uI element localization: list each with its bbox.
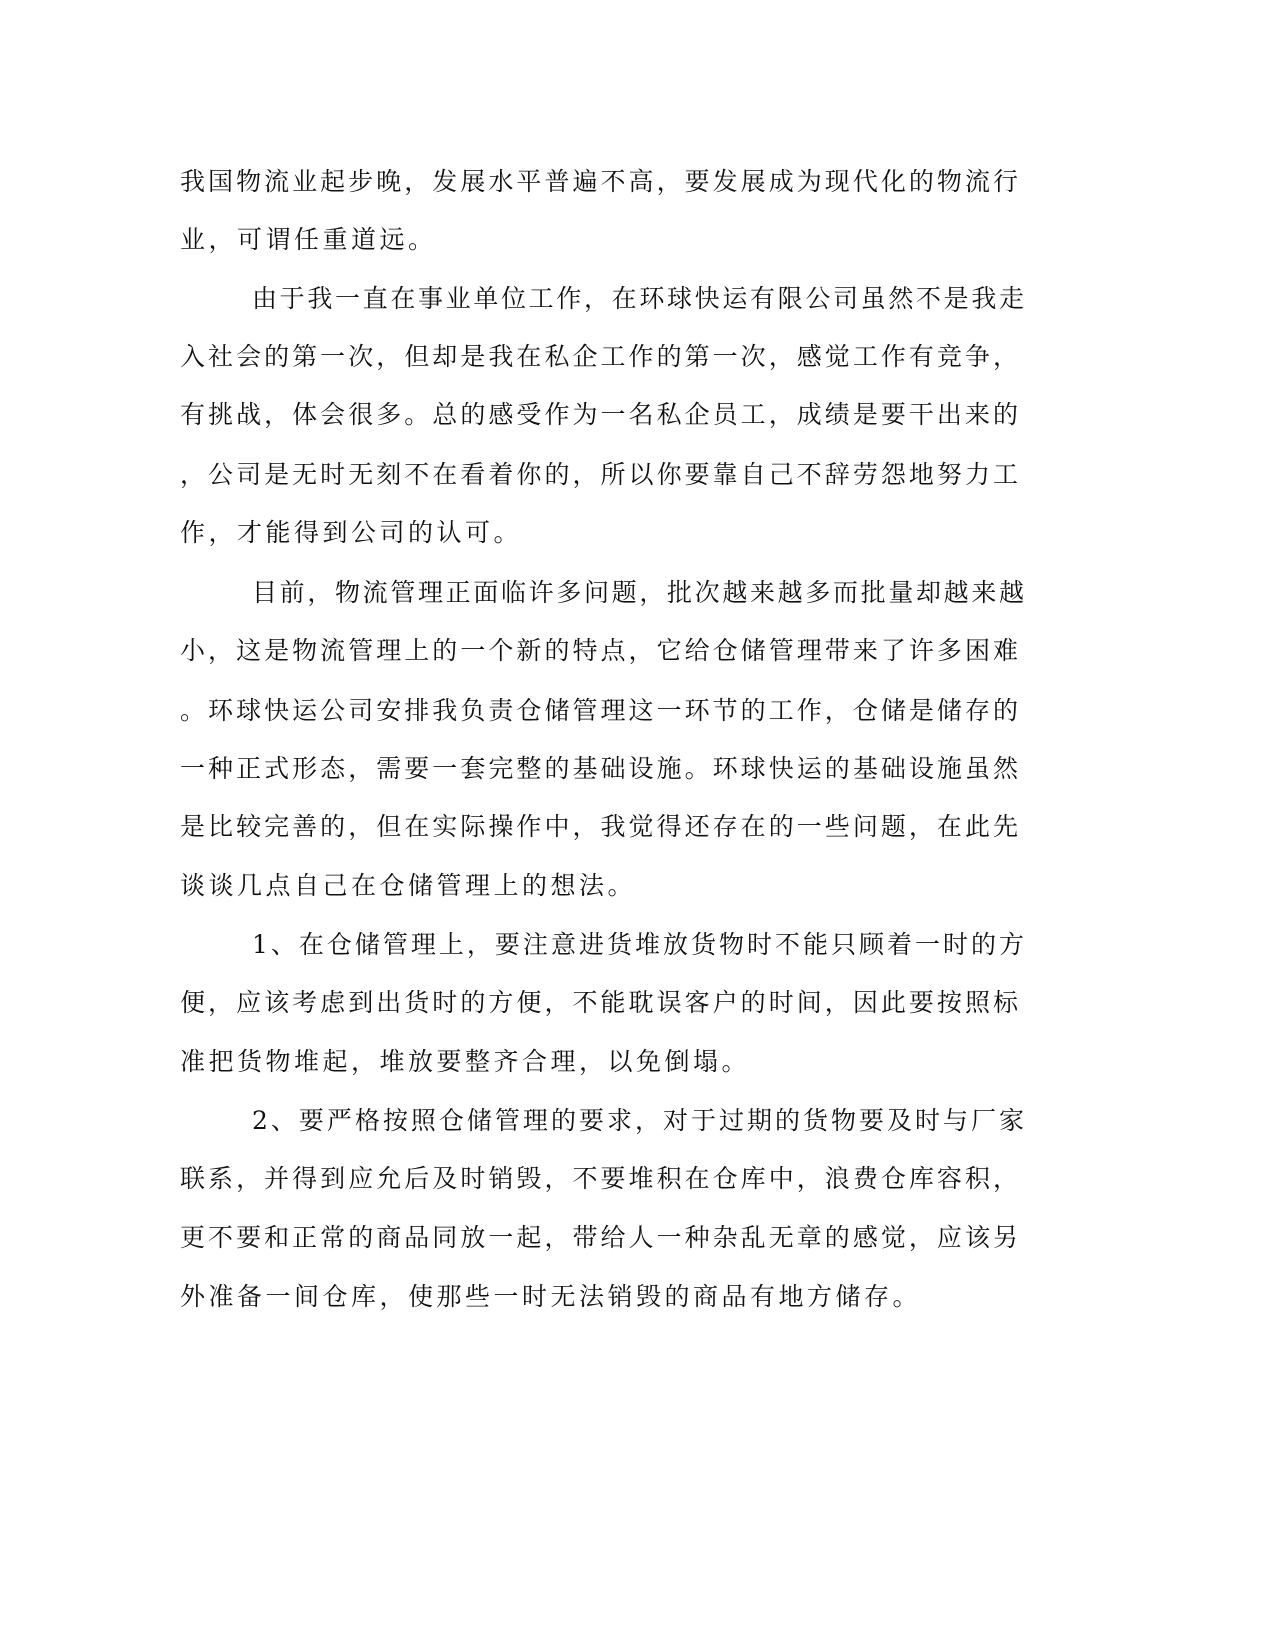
- paragraph-line: 小，这是物流管理上的一个新的特点，它给仓储管理带来了许多困难: [180, 636, 1018, 665]
- paragraph-line: 是比较完善的，但在实际操作中，我觉得还存在的一些问题，在此先: [180, 812, 1018, 841]
- paragraph-line: 联系，并得到应允后及时销毁，不要堆积在仓库中，浪费仓库容积，: [180, 1164, 1018, 1193]
- paragraph-line: 目前，物流管理正面临许多问题，批次越来越多而批量却越来越: [252, 578, 1024, 607]
- paragraph-line: 有挑战，体会很多。总的感受作为一名私企员工，成绩是要干出来的: [180, 400, 1018, 429]
- paragraph-line: 谈谈几点自己在仓储管理上的想法。: [180, 871, 637, 900]
- paragraph-line: 由于我一直在事业单位工作，在环球快运有限公司虽然不是我走: [252, 284, 1024, 313]
- paragraph-line: 外准备一间仓库，使那些一时无法销毁的商品有地方储存。: [180, 1282, 922, 1311]
- paragraph-line: 1、在仓储管理上，要注意进货堆放货物时不能只顾着一时的方: [252, 930, 1024, 959]
- paragraph-line: 便，应该考虑到出货时的方便，不能耽误客户的时间，因此要按照标: [180, 988, 1018, 1017]
- paragraph-line: 我国物流业起步晚，发展水平普遍不高，要发展成为现代化的物流行: [180, 167, 1018, 196]
- paragraph-line: 。环球快运公司安排我负责仓储管理这一环节的工作，仓储是储存的: [180, 696, 1018, 725]
- paragraph-line: ，公司是无时无刻不在看着你的，所以你要靠自己不辞劳怨地努力工: [180, 460, 1018, 489]
- paragraph-line: 作，才能得到公司的认可。: [180, 518, 523, 547]
- paragraph-line: 一种正式形态，需要一套完整的基础设施。环球快运的基础设施虽然: [180, 754, 1018, 783]
- paragraph-line: 更不要和正常的商品同放一起，带给人一种杂乱无章的感觉，应该另: [180, 1223, 1018, 1252]
- paragraph-line: 入社会的第一次，但却是我在私企工作的第一次，感觉工作有竞争，: [180, 342, 1018, 371]
- paragraph-line: 准把货物堆起，堆放要整齐合理，以免倒塌。: [180, 1047, 751, 1076]
- paragraph-line: 2、要严格按照仓储管理的要求，对于过期的货物要及时与厂家: [252, 1106, 1024, 1135]
- paragraph-line: 业，可谓任重道远。: [180, 225, 437, 254]
